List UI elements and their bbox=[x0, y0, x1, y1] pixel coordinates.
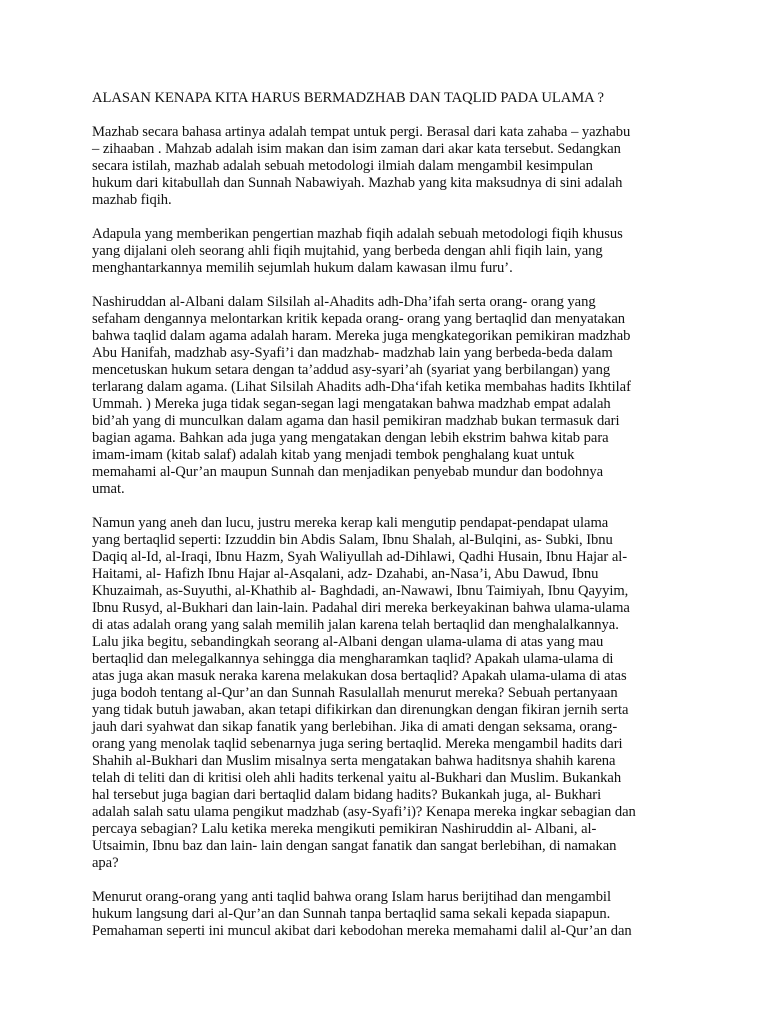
paragraph-1 bbox=[92, 124, 682, 209]
text-line: adalah salah satu ulama pengikut madzhab (asy-Syafi’i)? Kenapa mereka ingkar sebagian dan bbox=[92, 804, 636, 820]
text-line: apa? bbox=[92, 855, 119, 871]
text-line: orang yang menolak taqlid sebenarnya juga sering bertaqlid. Mereka mengambil hadits dari bbox=[92, 736, 623, 752]
text-line: umat. bbox=[92, 481, 125, 497]
text-line: menghantarkannya memilih sejumlah hukum dalam kawasan ilmu furu’. bbox=[92, 260, 513, 276]
text-line: yang tidak butuh jawaban, akan tetapi difikirkan dan direnungkan dengan fikiran jernih serta bbox=[92, 702, 629, 718]
document-title: ALASAN KENAPA KITA HARUS BERMADZHAB DAN TAQLID PADA ULAMA ? bbox=[92, 90, 604, 106]
text-line: di atas adalah orang yang salah memilih jalan karena telah bertaqlid dan menghalalkannya. bbox=[92, 617, 619, 633]
document-body bbox=[92, 90, 682, 957]
text-line: Ibnu Rusyd, al-Bukhari dan lain-lain. Padahal diri mereka berkeyakinan bahwa ulama-ulama bbox=[92, 600, 630, 616]
text-line: bid’ah yang di munculkan dalam agama dan hasil pemikiran madzhab bukan termasuk dari bbox=[92, 413, 620, 429]
text-line: Abu Hanifah, madzhab asy-Syafi’i dan madzhab- madzhab lain yang berbeda-beda dalam bbox=[92, 345, 613, 361]
paragraph-4 bbox=[92, 515, 682, 872]
text-line: percaya sebagian? Lalu ketika mereka mengikuti pemikiran Nashiruddin al- Albani, al- bbox=[92, 821, 597, 837]
text-line: imam-imam (kitab salaf) adalah kitab yang menjadi tembok penghalang kuat untuk bbox=[92, 447, 575, 463]
text-line: Nashiruddan al-Albani dalam Silsilah al-Ahadits adh-Dha’ifah serta orang- orang yang bbox=[92, 294, 596, 310]
text-line: Namun yang aneh dan lucu, justru mereka kerap kali mengutip pendapat-pendapat ulama bbox=[92, 515, 609, 531]
text-line: – zihaaban . Mahzab adalah isim makan dan isim zaman dari akar kata tersebut. Sedangkan bbox=[92, 141, 621, 157]
text-line: telah di teliti dan di kritisi oleh ahli hadits terkenal yaitu al-Bukhari dan Muslim. Bukankah bbox=[92, 770, 622, 786]
text-line: bertaqlid dan melegalkannya sehingga dia mengharamkan taqlid? Apakah ulama-ulama di bbox=[92, 651, 614, 667]
text-line: yang bertaqlid seperti: Izzuddin bin Abdis Salam, Ibnu Shalah, al-Bulqini, as- Subki, Ibnu bbox=[92, 532, 613, 548]
text-line: hukum langsung dari al-Qur’an dan Sunnah tanpa bertaqlid sama sekali kepada siapapun. bbox=[92, 906, 611, 922]
text-line: mencetuskan hukum setara dengan ta’addud asy-syari’ah (syariat yang berbilangan) yang bbox=[92, 362, 611, 378]
text-line: Adapula yang memberikan pengertian mazhab fiqih adalah sebuah metodologi fiqih khusus bbox=[92, 226, 623, 242]
text-line: hukum dari kitabullah dan Sunnah Nabawiyah. Mazhab yang kita maksudnya di sini adalah bbox=[92, 175, 623, 191]
text-line: terlarang dalam agama. (Lihat Silsilah Ahadits adh-Dha‘ifah ketika membahas hadits Ikhtilaf bbox=[92, 379, 631, 395]
text-line: hal tersebut juga bagian dari bertaqlid dalam bidang hadits? Bukankah juga, al- Bukhari bbox=[92, 787, 602, 803]
text-line: Shahih al-Bukhari dan Muslim misalnya serta mengatakan bahwa haditsnya shahih karena bbox=[92, 753, 616, 769]
text-line: Lalu jika begitu, sebandingkah seorang al-Albani dengan ulama-ulama di atas yang mau bbox=[92, 634, 604, 650]
paragraph-5 bbox=[92, 889, 682, 940]
text-line: yang dijalani oleh seorang ahli fiqih mujtahid, yang berbeda dengan ahli fiqih lain, yang bbox=[92, 243, 603, 259]
text-line: Daqiq al-Id, al-Iraqi, Ibnu Hazm, Syah Waliyullah ad-Dihlawi, Qadhi Husain, Ibnu Hajar al- bbox=[92, 549, 628, 565]
text-line: Pemahaman seperti ini muncul akibat dari kebodohan mereka memahami dalil al-Qur’an dan bbox=[92, 923, 632, 939]
text-line: sefaham dengannya melontarkan kritik kepada orang- orang yang bertaqlid dan menyatakan bbox=[92, 311, 626, 327]
text-line: Mazhab secara bahasa artinya adalah tempat untuk pergi. Berasal dari kata zahaba – yazhabu bbox=[92, 124, 631, 140]
text-line: secara istilah, mazhab adalah sebuah metodologi ilmiah dalam mengambil kesimpulan bbox=[92, 158, 593, 174]
text-line: jauh dari syahwat dan sikap fanatik yang berlebihan. Jika di amati dengan seksama, orang- bbox=[92, 719, 618, 735]
text-line: Khuzaimah, as-Suyuthi, al-Khathib al- Baghdadi, an-Nawawi, Ibnu Taimiyah, Ibnu Qayyim, bbox=[92, 583, 629, 599]
text-line: memahami al-Qur’an maupun Sunnah dan menjadikan penyebab mundur dan bodohnya bbox=[92, 464, 604, 480]
text-line: mazhab fiqih. bbox=[92, 192, 172, 208]
text-line: Ummah. ) Mereka juga tidak segan-segan lagi mengatakan bahwa madzhab empat adalah bbox=[92, 396, 611, 412]
text-line: Haitami, al- Hafizh Ibnu Hajar al-Asqalani, adz- Dzahabi, an-Nasa’i, Abu Dawud, Ibnu bbox=[92, 566, 599, 582]
text-line: juga bodoh tentang al-Qur’an dan Sunnah Rasulallah menurut mereka? Sebuah pertanyaan bbox=[92, 685, 618, 701]
text-line: Utsaimin, Ibnu baz dan lain- lain dengan sangat fanatik dan sangat berlebihan, di namakan bbox=[92, 838, 617, 854]
text-line: atas juga akan masuk neraka karena melakukan dosa bertaqlid? Apakah ulama-ulama di atas bbox=[92, 668, 627, 684]
paragraph-3 bbox=[92, 294, 682, 498]
paragraph-2 bbox=[92, 226, 682, 277]
text-line: bahwa taqlid dalam agama adalah haram. Mereka juga mengkategorikan pemikiran madzhab bbox=[92, 328, 631, 344]
text-line: bagian agama. Bahkan ada juga yang mengatakan dengan lebih ekstrim bahwa kitab para bbox=[92, 430, 609, 446]
text-line: Menurut orang-orang yang anti taqlid bahwa orang Islam harus berijtihad dan mengambil bbox=[92, 889, 611, 905]
